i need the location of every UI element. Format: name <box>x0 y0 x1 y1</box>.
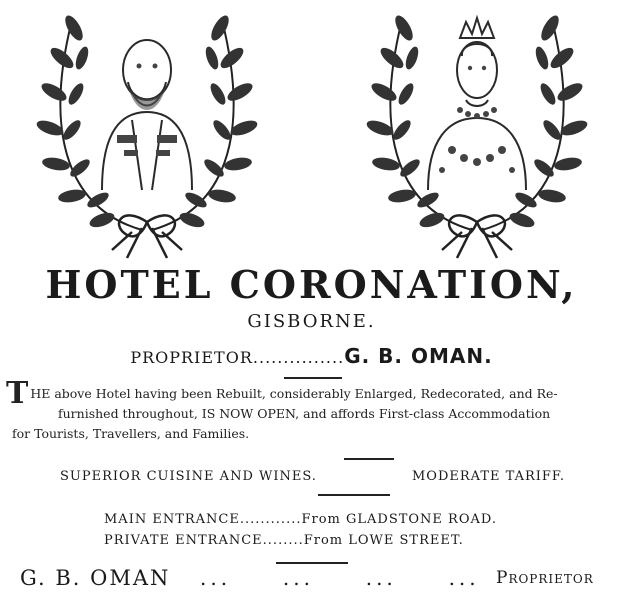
drop-cap: T <box>6 376 29 411</box>
footer-dots: ... ... ... ... <box>200 566 480 590</box>
king-portrait-vignette <box>32 0 262 262</box>
hotel-name-headline: HOTEL CORONATION, <box>45 262 578 307</box>
main-entrance-label: MAIN ENTRANCE <box>104 512 240 527</box>
laurel-wreath-king-icon <box>32 0 262 262</box>
proprietor-line <box>0 344 623 368</box>
main-entrance-location: From GLADSTONE ROAD. <box>301 512 497 527</box>
town-name: GISBORNE. <box>247 311 376 332</box>
tariff-note: MODERATE TARIFF. <box>412 469 566 484</box>
private-entrance-line <box>104 533 464 548</box>
divider-rule-1 <box>284 377 342 379</box>
body-line-2: furnished throughout, IS NOW OPEN, and affords First-class Accommodation <box>58 406 551 421</box>
proprietor-dots: ............... <box>252 348 345 367</box>
footer-proprietor-name: G. B. OMAN <box>20 566 171 590</box>
private-entrance-dots: ........ <box>262 533 304 548</box>
proprietor-name: G. B. OMAN. <box>344 344 493 368</box>
footer-proprietor-role: Proprietor <box>496 568 594 588</box>
divider-rule-2 <box>344 458 394 460</box>
queen-portrait-vignette <box>362 0 592 262</box>
proprietor-label: PROPRIETOR <box>130 348 253 367</box>
laurel-wreath-queen-icon <box>362 0 592 262</box>
main-entrance-dots: ............ <box>239 512 302 527</box>
private-entrance-label: PRIVATE ENTRANCE <box>104 533 263 548</box>
body-line-3: for Tourists, Travellers, and Families. <box>12 426 250 441</box>
body-line-1: HE above Hotel having been Rebuilt, considerably Enlarged, Redecorated, and Re- <box>30 386 558 401</box>
divider-rule-4 <box>276 562 348 564</box>
divider-rule-3 <box>318 494 390 496</box>
cuisine-note: SUPERIOR CUISINE AND WINES. <box>60 469 317 484</box>
main-entrance-line <box>104 512 497 527</box>
body-paragraph <box>6 376 618 444</box>
private-entrance-location: From LOWE STREET. <box>303 533 464 548</box>
